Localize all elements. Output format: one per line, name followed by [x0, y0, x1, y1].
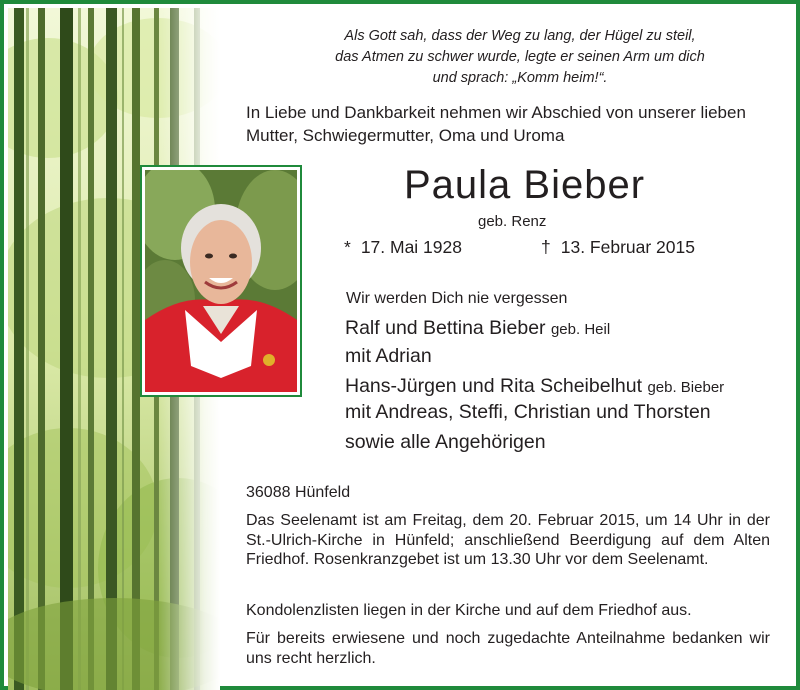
birth-info [344, 237, 462, 258]
poem [254, 26, 786, 89]
death-date: 13. Februar 2015 [560, 237, 695, 257]
mourner-line-3 [345, 375, 724, 398]
mourner-line-1 [345, 317, 610, 340]
thanks-text: Für bereits erwiesene und noch zugedachte Anteilnahme bedanken wir uns recht herzlich. [246, 630, 770, 667]
mourner-line-4: mit Andreas, Steffi, Christian und Thorsten [345, 401, 711, 423]
birth-date: 17. Mai 1928 [360, 237, 462, 257]
death-symbol: † [541, 237, 551, 257]
address: 36088 Hünfeld [246, 484, 351, 501]
mourner-line-3-note: geb. Bieber [647, 379, 725, 396]
intro-line-1: In Liebe und Dankbarkeit nehmen wir Abschied von unserer lieben [246, 103, 746, 122]
death-info [541, 237, 695, 258]
poem-line-1: Als Gott sah, dass der Weg zu lang, der Hügel zu steil, [344, 28, 696, 44]
birth-symbol: * [344, 237, 351, 257]
mourner-line-2: mit Adrian [345, 345, 432, 367]
deceased-name: Paula Bieber [404, 163, 646, 207]
poem-line-2: das Atmen zu schwer wurde, legte er seinen Arm um dich [335, 49, 705, 65]
condolence-info: Kondolenzlisten liegen in der Kirche und auf dem Friedhof aus. [246, 602, 692, 619]
mourner-line-1-note: geb. Heil [550, 321, 611, 338]
mourner-line-1-name: Ralf und Bettina Bieber [345, 317, 546, 339]
portrait-photo [140, 165, 302, 397]
intro-line-2: Mutter, Schwiegermutter, Oma und Uroma [246, 126, 565, 145]
mourners-intro: Wir werden Dich nie vergessen [346, 290, 568, 307]
maiden-name: geb. Renz [478, 213, 547, 230]
poem-line-3: und sprach: „Komm heim!“. [432, 70, 608, 86]
mourner-line-3-name: Hans-Jürgen und Rita Scheibelhut [345, 375, 643, 397]
intro-text [246, 101, 746, 147]
mourner-line-5: sowie alle Angehörigen [345, 431, 546, 453]
service-details: Das Seelenamt ist am Freitag, dem 20. Februar 2015, um 14 Uhr in der St.-Ulrich-Kirche in Hünfeld; anschließend Beerdigung auf dem Alten Friedhof. Rosenkranzgebet ist um 13.30 Uhr vor dem Seelenamt. [246, 512, 770, 568]
